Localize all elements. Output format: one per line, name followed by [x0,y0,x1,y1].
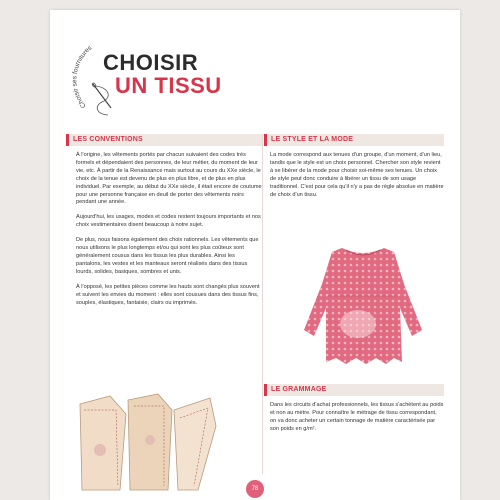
section-style [264,134,444,199]
paragraph: De plus, nous faisons également des choix rationnels. Les vêtements que nous utilisons le plus longtemps et/ou qui sont les plus coûteux sont généralement cousus dans les tissus les plus durables. Ainsi les pantalons, les vestes et les manteaux seront réalisés dans des tissus lourds, solides, basiques, sombres et unis. [76,237,259,275]
page-title-line2: UN TISSU [115,73,222,98]
section-heading: LE GRAMMAGE [264,384,444,396]
page-number: 78 [246,480,264,498]
dress-illustration [300,244,426,376]
paragraph: Aujourd'hui, les usages, modes et codes restent toujours importants et nos choix vestimentaires disent beaucoup à notre sujet. [76,214,261,229]
paragraph: À l'opposé, les petites pièces comme les hauts sont changés plus souvent et suivent les envies du moment : elles sont cousues dans des tissus fins, souples, élastiques, fantaisie, clairs ou imprimés. [76,283,260,306]
needle-thread-icon [90,82,116,118]
paragraph: À l'origine, les vêtements portés par chacun suivaient des codes très formels et dépendaient des personnes, de leur métier, du moment de leur vie, etc. À partir de la Renaissance mais surtout au cours du XXe siècle, le choix de la tenue est devenu de plus en plus libre, et de plus en plus individuel. Par exemple, au début du XXe siècle, il était encore de coutume pour une personne française en deuil de porter des vêtements noirs pendant une année. [76,152,262,206]
paragraph: Dans les circuits d'achat professionnels, les tissus s'achètent au poids et non au mètre. Pour connaître le métrage de tissu correspondant, on va donc acheter un certain tonnage de matière caractérisée par son poids en g/m². [270,402,444,432]
paragraph: La mode correspond aux tenues d'un groupe, d'un moment, d'un lieu, tandis que le style est un choix personnel. Chercher son style revient à se libérer de la mode pour choisir soi-même ses tenues. Un choix de style peut donc conduire à libérer un tissu de son usage traditionnel. C'est pour cela qu'il n'y a pas de règle absolue en matière de choix d'un tissu. [270,152,444,198]
book-page [50,10,460,500]
section-heading: LE STYLE ET LA MODE [264,134,444,146]
section-heading: LES CONVENTIONS [66,134,262,146]
column-divider [262,134,263,474]
page-title-line1: CHOISIR [103,50,199,75]
subtitle-text: Choisir ses fournitures [71,44,94,110]
section-grammage [264,384,444,434]
jacket-pattern-illustration [70,390,220,500]
section-conventions [66,134,262,307]
